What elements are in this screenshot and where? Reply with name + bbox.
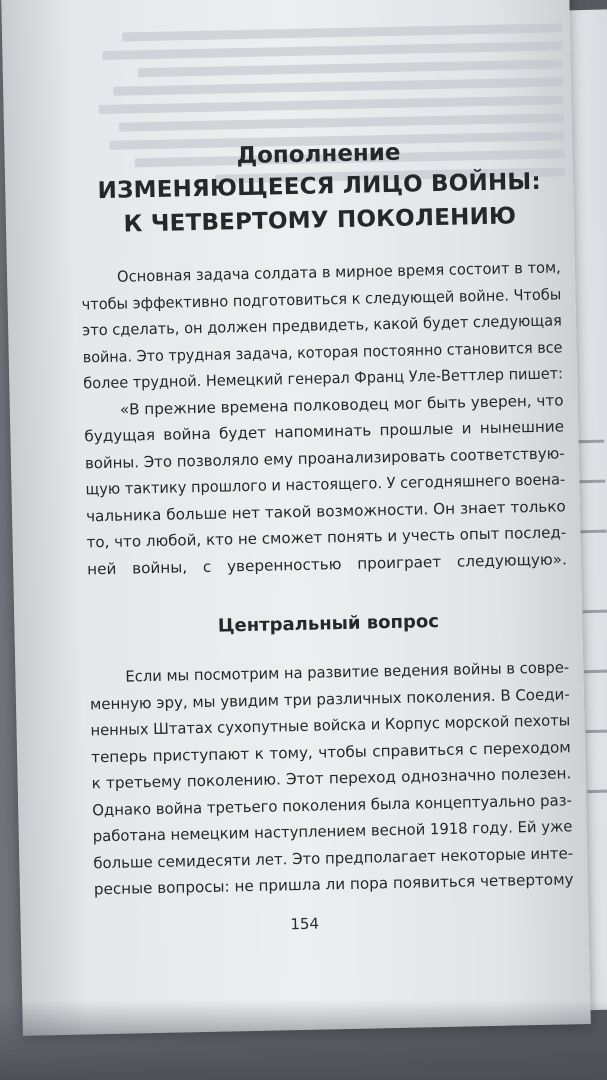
chapter-title-line-1: ИЗМЕНЯЮЩЕЕСЯ ЛИЦО ВОЙНЫ: <box>97 168 542 205</box>
page-content <box>78 134 574 902</box>
section-subheading: Центральный вопрос <box>217 611 440 637</box>
text-line: ненных Штатах сухопутные войска и Корпус морской пехоты <box>90 711 571 740</box>
text-line: то, что любой, кто не сможет понять и учесть опыт послед- <box>86 523 567 552</box>
text-line: теперь приступают к тому, чтобы справиться с переходом <box>90 737 571 766</box>
text-line: щую тактику прошлого и настоящего. У сегодняшнего воена- <box>85 470 566 499</box>
text-line: ресные вопросы: не пришла ли пора появиться четвертому <box>93 870 574 899</box>
text-line: ней войны, с уверенностью проиграет следующую». <box>86 549 567 578</box>
text-line: войны. Это позволяло ему проанализировать соответствую- <box>84 443 565 472</box>
text-line: более трудной. Немецкий генерал Франц Уле-Веттлер пишет: <box>83 364 564 393</box>
text-line: «В прежние времена полководец мог быть уверен, что <box>119 390 564 419</box>
quote-paragraph <box>84 387 568 583</box>
chapter-title-line-2: К ЧЕТВЕРТОМУ ПОКОЛЕНИЮ <box>123 203 517 238</box>
text-line: Основная задача солдата в мирное время состоит в том, <box>116 258 561 286</box>
book-page <box>1 0 591 1036</box>
text-line: работана немецким наступлением весной 1918 году. Ей уже <box>92 817 573 846</box>
text-line: будущая война будет напоминать прошлые и нынешние <box>84 417 565 446</box>
text-line: Однако война третьего поколения была концептуально раз- <box>92 790 573 819</box>
text-line: менную эру, мы увидим три различных поколения. В Соеди- <box>89 684 570 713</box>
intro-paragraph <box>81 254 564 397</box>
page-number: 154 <box>290 914 320 934</box>
section-label: Дополнение <box>236 139 401 170</box>
text-line: это сделать, он должен предвидеть, какой будет следующая <box>82 311 563 340</box>
text-line: чальника больше нет такой возможности. Он знает только <box>85 496 566 525</box>
text-line: больше семидесяти лет. Это предполагает некоторые инте- <box>93 843 574 872</box>
table-shadow <box>0 1000 607 1080</box>
text-line: к третьему поколению. Этот переход однозначно полезен. <box>91 764 572 793</box>
text-line: Если мы посмотрим на развитие ведения войны в совре- <box>125 658 570 686</box>
text-line: чтобы эффективно подготовиться к следующей войне. Чтобы <box>81 284 562 313</box>
text-line: война. Это трудная задача, которая постоянно становится все <box>82 337 563 366</box>
body-paragraph <box>89 654 574 903</box>
